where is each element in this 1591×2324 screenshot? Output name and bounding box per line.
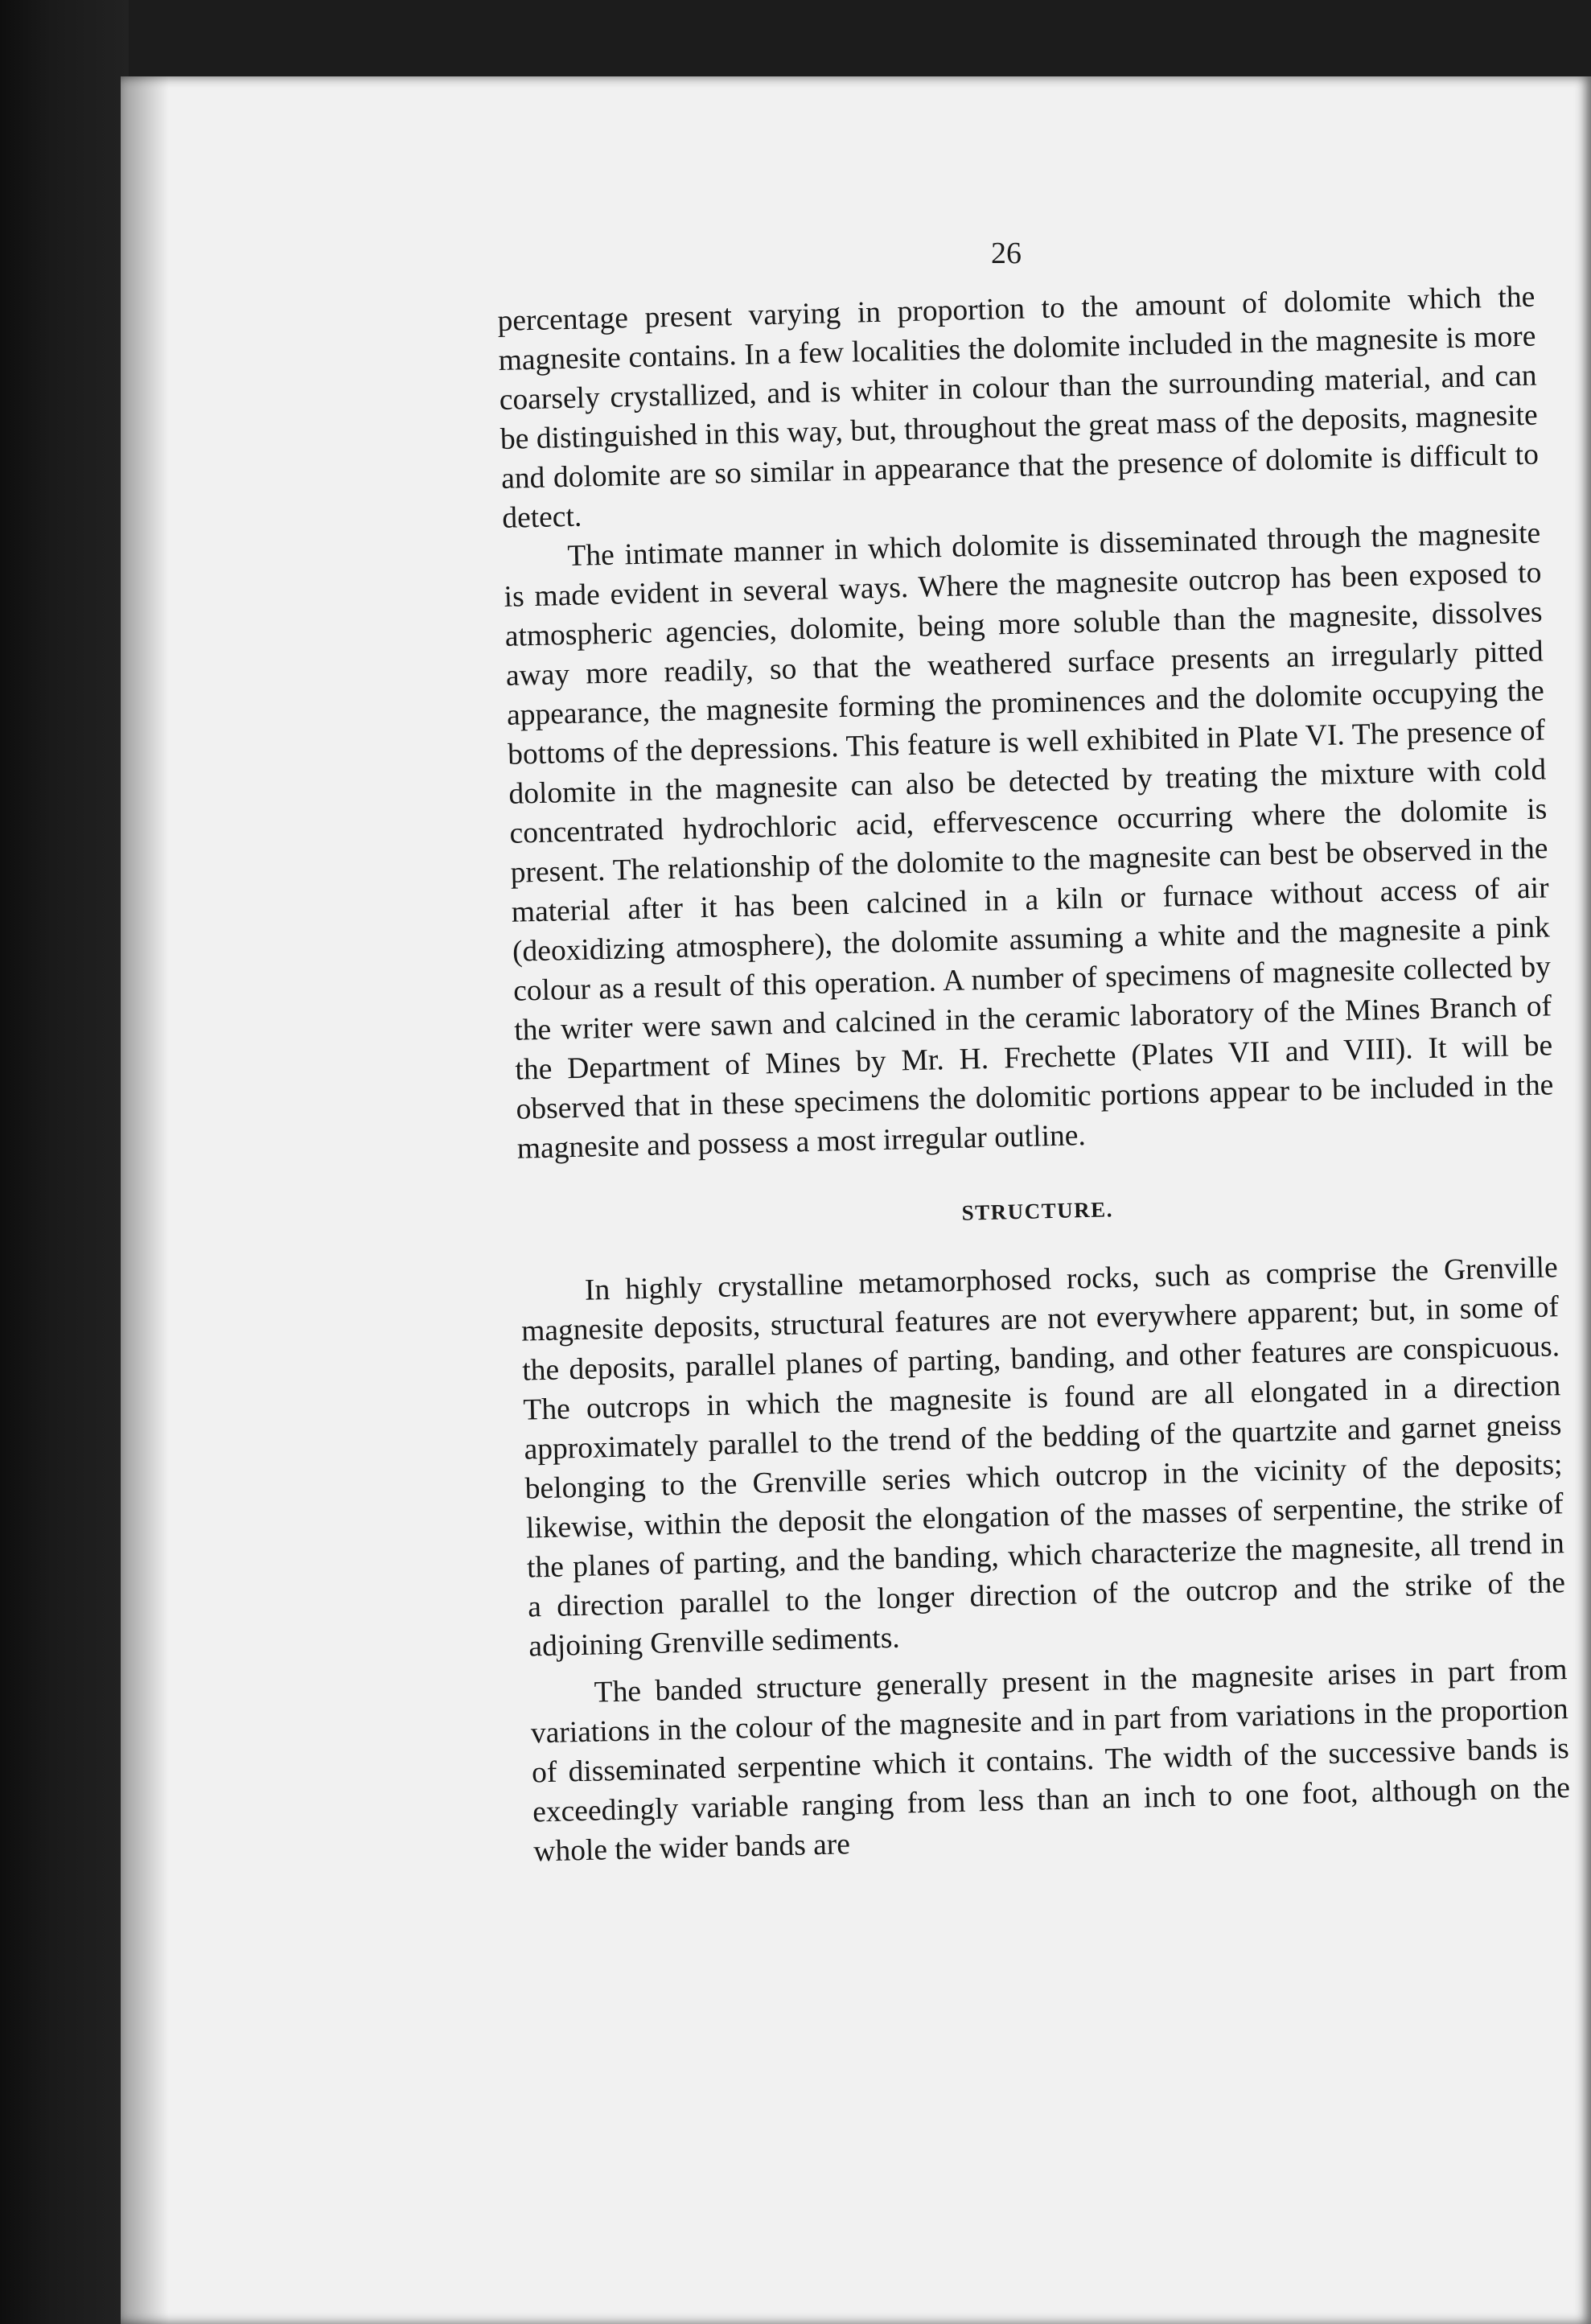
paragraph-structure-intro: In highly crystalline metamorphosed rocks, such as comprise the Grenville magnesite deposits, structural features are not everywhere apparent; but, in some of the deposits, parallel planes of parting, banding, and other features are conspicuous. The outcrops in which the magnesite is found are all elongated in a direction approximately parallel to the trend of the bedding of the quartzite and garnet gneiss belonging to the Grenville series which outcrop in the vicinity of the deposits; likewise, within the deposit the elongation of the masses of serpentine, the strike of the planes of parting, and the banding, which characterize the magnesite, all trend in a direction parallel to the longer direction of the outcrop and the strike of the adjoining Grenville sediments. <box>520 1251 1566 1664</box>
paragraph-banded-structure: The banded structure generally present in the magnesite arises in part from variations in the colour of the magnesite and in part from variations in the proportion of disseminated serpentine which it contains. The width of the successive bands is exceedingly variable ranging from less than an inch to one foot, although on the whole the wider bands are <box>530 1653 1571 1869</box>
paragraph-continued: percentage present varying in proportion to the amount of dolomite which the magnesite contains. In a few localities the dolomite included in the magnesite is more coarsely crystallized, and is whiter in colour than the surrounding material, and can be distinguished in this way, but, throughout the great mass of the deposits, magnesite and dolomite are so similar in appearance that the presence of dolomite is difficult to detect. <box>497 280 1540 535</box>
paragraph-dolomite-dissemination: The intimate manner in which dolomite is disseminated through the magnesite is made evident in several ways. Where the magnesite outcrop has been exposed to atmospheric agencies, dolomite, being more soluble than the magnesite, dissolves away more readily, so that the weathered surface presents an irregularly pitted appearance, the magnesite forming the prominences and the dolomite occupying the bottoms of the depressions. This feature is well exhibited in Plate VI. The presence of dolomite in the magnesite can also be detected by treating the mixture with cold concentrated hydrochloric acid, effervescence occurring where the dolomite is present. The relationship of the dolomite to the magnesite can best be observed in the material after it has been calcined in a kiln or furnace without access of air (deoxidizing atmosphere), the dolomite assuming a white and the magnesite a pink colour as a result of this operation. A number of specimens of magnesite collected by the writer were sawn and calcined in the ceramic laboratory of the Mines Branch of the Department of Mines by Mr. H. Frechette (Plates VII and VIII). It will be observed that in these specimens the dolomitic portions appear to be included in the magnesite and possess a most irregular outline. <box>504 516 1554 1166</box>
body-text <box>497 278 1572 1872</box>
book-binding-edge <box>0 0 129 2324</box>
page-number: 26 <box>991 237 1022 270</box>
section-heading-structure: STRUCTURE. <box>961 1197 1114 1225</box>
